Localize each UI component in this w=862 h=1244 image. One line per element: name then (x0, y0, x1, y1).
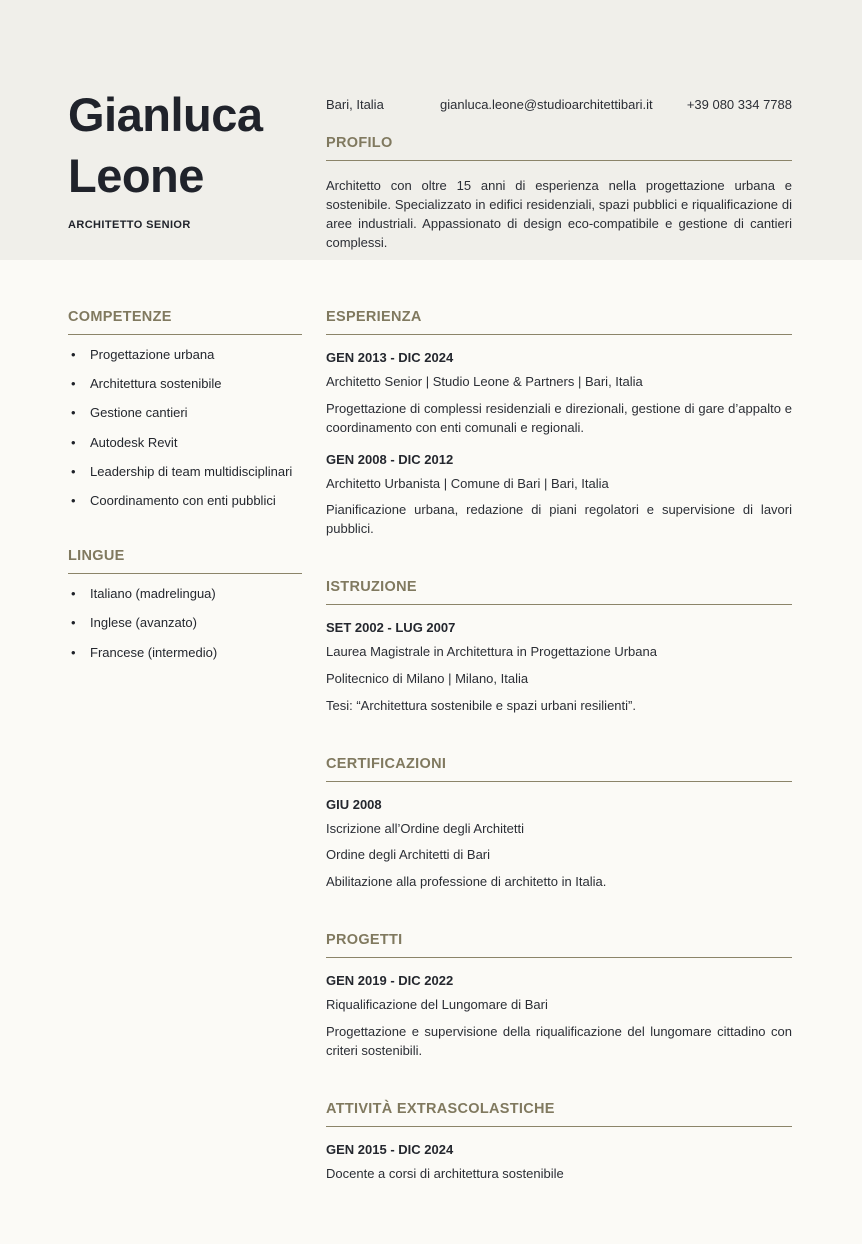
section-lingue (68, 548, 302, 662)
section-rule (326, 334, 792, 335)
section-rule (326, 1126, 792, 1127)
project-entry (326, 973, 792, 1061)
list-item: • Italiano (madrelingua) (68, 585, 302, 603)
entry-date: SET 2002 - LUG 2007 (326, 620, 456, 636)
section-rule (326, 957, 792, 958)
certification-description: Abilitazione alla professione di architetto in Italia. (326, 874, 607, 890)
body-content (0, 260, 862, 1244)
identity-block (68, 0, 302, 260)
list-item: • Leadership di team multidisciplinari (68, 463, 302, 481)
contact-email: gianluca.leone@studioarchitettibari.it (440, 97, 653, 112)
project-description: Progettazione e supervisione della riqualificazione del lungomare cittadino con criteri sostenibili. (326, 1023, 792, 1058)
header-right-column (326, 0, 792, 260)
certification-entry (326, 797, 792, 893)
education-entry (326, 620, 792, 716)
section-heading-attivita: ATTIVITÀ EXTRASCOLASTICHE (326, 1100, 555, 1117)
contact-phone: +39 080 334 7788 (686, 97, 792, 112)
entry-date: GEN 2015 - DIC 2024 (326, 1141, 454, 1157)
person-name-line1: Gianluca (68, 88, 263, 141)
header-band (0, 0, 862, 260)
entry-title: Architetto Urbanista | Comune di Bari | Bari, Italia (326, 475, 609, 491)
entry-date: GEN 2008 - DIC 2012 (326, 451, 454, 467)
entry-title: Architetto Senior | Studio Leone & Partners | Bari, Italia (326, 374, 643, 389)
thesis-note: Tesi: “Architettura sostenibile e spazi urbani resilienti”. (326, 697, 636, 713)
person-name (68, 84, 302, 206)
section-rule (68, 573, 302, 574)
activity-description: Docente a corsi di architettura sostenibile (326, 1165, 564, 1181)
section-esperienza (326, 309, 792, 539)
certification-issuer: Ordine degli Architetti di Bari (326, 847, 491, 863)
contact-row (326, 97, 792, 112)
entry-date: GEN 2013 - DIC 2024 (326, 350, 454, 365)
section-rule (326, 604, 792, 605)
list-item: • Inglese (avanzato) (68, 614, 302, 632)
competenze-list (68, 346, 302, 510)
entry-date: GIU 2008 (326, 796, 382, 812)
activity-entry (326, 1142, 792, 1184)
section-profilo (326, 135, 792, 252)
section-heading-progetti: PROGETTI (326, 932, 403, 949)
section-competenze (68, 309, 302, 510)
list-item: • Coordinamento con enti pubblici (68, 492, 302, 510)
section-istruzione (326, 579, 792, 716)
job-title: ARCHITETTO SENIOR (68, 219, 191, 232)
sidebar-column (68, 309, 302, 1184)
list-item: • Gestione cantieri (68, 404, 302, 422)
list-item: • Autodesk Revit (68, 434, 302, 452)
main-column (326, 309, 792, 1184)
section-heading-profilo: PROFILO (326, 135, 393, 151)
section-heading-esperienza: ESPERIENZA (326, 309, 422, 325)
project-title: Riqualificazione del Lungomare di Bari (326, 997, 548, 1013)
list-item: • Architettura sostenibile (68, 375, 302, 393)
section-rule (326, 160, 792, 161)
certification-title: Iscrizione all’Ordine degli Architetti (326, 820, 524, 836)
entry-description: Progettazione di complessi residenziali e direzionali, gestione di gare d’appalto e coordinamento con enti comunali e regionali. (326, 400, 792, 435)
degree-title: Laurea Magistrale in Architettura in Progettazione Urbana (326, 644, 657, 660)
section-certificazioni (326, 756, 792, 893)
list-item: • Francese (intermedio) (68, 644, 302, 662)
experience-entry (326, 452, 792, 540)
school-name: Politecnico di Milano | Milano, Italia (326, 670, 529, 686)
section-heading-istruzione: ISTRUZIONE (326, 579, 417, 596)
section-attivita-extrascolastiche (326, 1101, 792, 1184)
section-heading-lingue: LINGUE (68, 548, 125, 565)
experience-entry (326, 350, 792, 438)
section-rule (326, 781, 792, 782)
person-name-line2: Leone (68, 149, 204, 203)
profile-summary: Architetto con oltre 15 anni di esperienza nella progettazione urbana e sostenibile. Specializzato in edifici residenziali, spazi pubblici e riqualificazione di aree industriali. Appassionato di design eco-compatibile e gestione di cantieri complessi. (326, 178, 792, 250)
list-item: • Progettazione urbana (68, 346, 302, 364)
section-rule (68, 334, 302, 335)
entry-description: Pianificazione urbana, redazione di piani regolatori e supervisione di lavori pubblici. (326, 502, 792, 537)
lingue-list (68, 585, 302, 662)
section-heading-competenze: COMPETENZE (68, 309, 172, 325)
section-heading-certificazioni: CERTIFICAZIONI (326, 755, 447, 772)
section-progetti (326, 932, 792, 1061)
entry-date: GEN 2019 - DIC 2022 (326, 973, 454, 989)
contact-location: Bari, Italia (326, 97, 384, 112)
